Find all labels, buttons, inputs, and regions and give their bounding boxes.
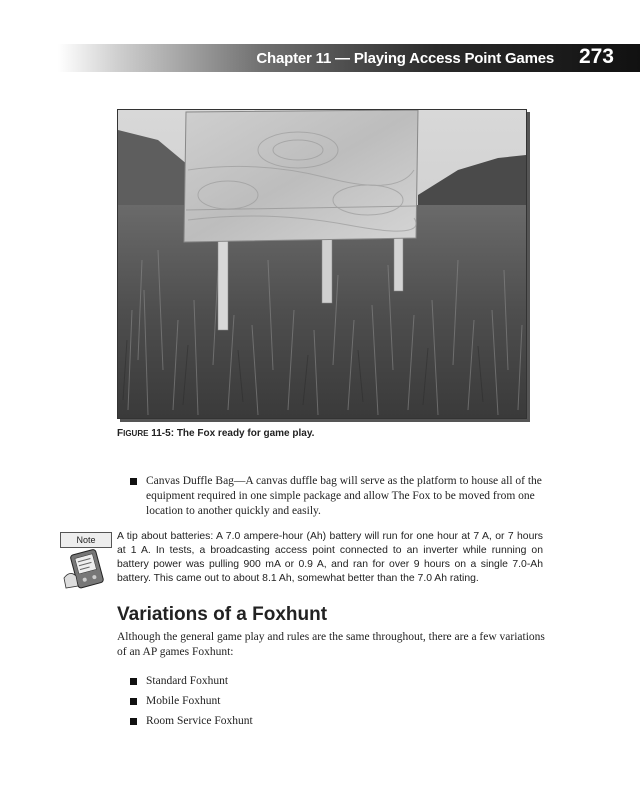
figure-caption	[117, 428, 314, 439]
equipment-list	[130, 474, 550, 524]
running-header	[58, 44, 640, 72]
chapter-title: Chapter 11 — Playing Access Point Games	[256, 50, 554, 67]
page-number: 273	[578, 45, 614, 68]
note-callout	[60, 532, 112, 588]
wooden-sign-photo	[118, 110, 526, 418]
section-heading: Variations of a Foxhunt	[117, 604, 328, 625]
figure-label-number: 11-5:	[148, 428, 177, 439]
pda-note-icon	[60, 548, 112, 590]
note-text: A tip about batteries: A 7.0 ampere-hour (Ah) battery will run for one hour at 7 A, or 7 hours at 1 A. In tests, a broadcasting access point connected to an inverter while running on battery power was pulling 900 mA or 0.9 A, and ran for over 9 hours on a single 7.0-Ah battery. This came out to about 8.1 Ah, somewhat better than the 7.0 Ah rating.	[117, 531, 543, 584]
variations-list	[130, 674, 550, 734]
list-item: Standard Foxhunt	[130, 674, 550, 689]
list-item: Room Service Foxhunt	[130, 714, 550, 729]
figure-caption-text: The Fox ready for game play.	[176, 428, 315, 439]
list-item: Canvas Duffle Bag—A canvas duffle bag will serve as the platform to house all of the equipment required in one simple package and allow The Fox to be moved from one location to another quickly and easily.	[130, 474, 550, 519]
figure-photo	[117, 109, 527, 419]
figure-label-rest: IGURE	[123, 429, 149, 438]
section-paragraph: Although the general game play and rules are the same throughout, there are a few variations of an AP games Foxhunt:	[117, 631, 545, 658]
list-item: Mobile Foxhunt	[130, 694, 550, 709]
note-label: Note	[60, 532, 112, 548]
figure-label-initial: F	[117, 428, 124, 439]
